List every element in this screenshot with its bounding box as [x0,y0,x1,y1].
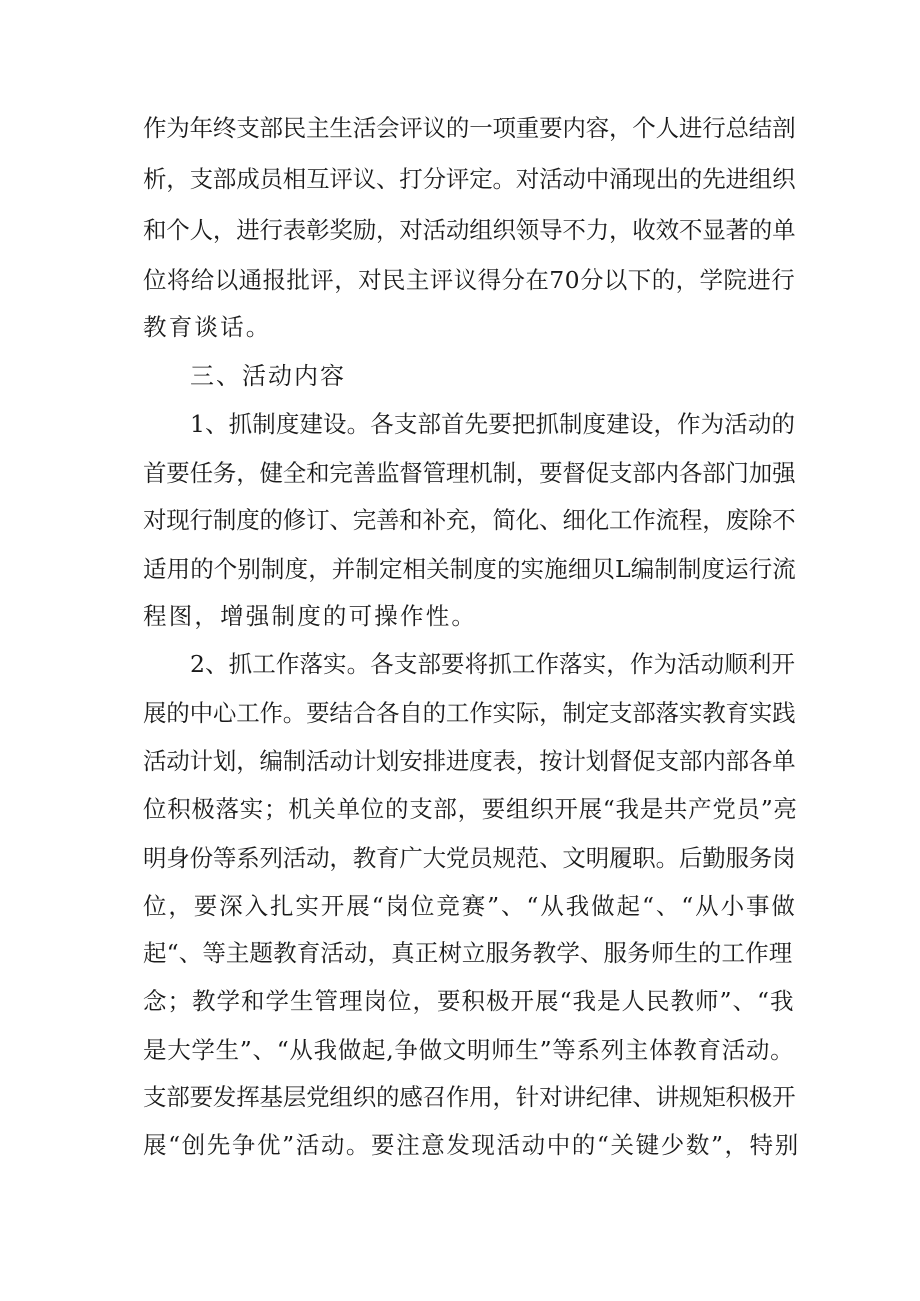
section-heading: 三、活动内容 [190,362,346,390]
para2-line-3: 对现行制度的修订、完善和补充，简化、细化工作流程，废除不 [143,506,796,534]
para3-line-6: 位，要深入扎实开展“岗位竞赛”、“从我做起“、“从小事做 [143,892,797,920]
para2-line-4: 适用的个别制度，并制定相关制度的实施细贝L编制制度运行流 [143,555,796,583]
para2-line-5: 程图，增强制度的可操作性。 [143,602,478,630]
para3-line-2: 展的中心工作。要结合各自的工作实际，制定支部落实教育实践 [143,699,796,727]
para3-line-10: 支部要发挥基层党组织的感召作用，针对讲纪律、讲规矩积极开 [143,1083,796,1111]
para3-line-5: 明身份等系列活动，教育广大党员规范、文明履职。后勤服务岗 [143,844,796,872]
para1-line-4: 位将给以通报批评，对民主评议得分在70分以下的，学院进行 [143,266,796,294]
para3-line-8: 念；教学和学生管理岗位，要积极开展“我是人民教师”、“我 [143,987,795,1015]
para1-line-5: 教育谈话。 [143,313,272,341]
para1-line-2: 析，支部成员相互评议、打分评定。对活动中涌现出的先进组织 [143,165,796,193]
para3-line-9: 是大学生”、“从我做起,争做文明师生”等系列主体教育活动。 [143,1036,795,1064]
para3-line-4: 位积极落实；机关单位的支部，要组织开展“我是共产党员”亮 [143,795,798,823]
para1-line-3: 和个人，进行表彰奖励，对活动组织领导不力，收效不显著的单 [143,216,796,244]
para3-line-3: 活动计划，编制活动计划安排进度表，按计划督促支部内部各单 [143,747,796,775]
para3-line-1: 2、抓工作落实。各支部要将抓工作落实，作为活动顺利开 [190,650,796,678]
para2-line-2: 首要任务，健全和完善监督管理机制，要督促支部内各部门加强 [143,459,796,487]
para3-line-7: 起“、等主题教育活动，真正树立服务教学、服务师生的工作理 [143,939,793,967]
para3-line-11: 展“创先争优”活动。要注意发现活动中的“关键少数”，特别 [143,1131,800,1159]
para1-line-1: 作为年终支部民主生活会评议的一项重要内容，个人进行总结剖 [143,114,796,142]
para2-line-1: 1、抓制度建设。各支部首先要把抓制度建设，作为活动的 [190,410,796,438]
